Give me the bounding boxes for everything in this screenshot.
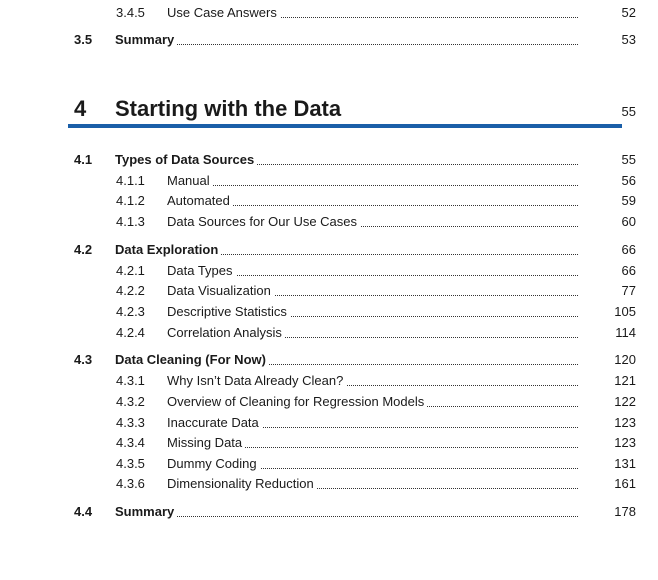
entry-title: Data Cleaning (For Now) — [115, 352, 269, 368]
entry-page: 66 — [621, 242, 636, 257]
toc-entry-4-3-6[interactable] — [0, 474, 658, 492]
entry-title: Overview of Cleaning for Regression Models — [167, 394, 427, 410]
entry-number: 4.2 — [74, 242, 93, 257]
entry-page: 121 — [614, 373, 636, 388]
entry-number: 4.1.3 — [116, 214, 145, 229]
chapter-rule — [68, 124, 622, 128]
entry-page: 123 — [614, 415, 636, 430]
entry-page: 56 — [621, 173, 636, 188]
entry-page: 60 — [621, 214, 636, 229]
entry-page: 120 — [614, 352, 636, 367]
entry-page: 114 — [615, 325, 636, 340]
entry-title: Descriptive Statistics — [167, 304, 290, 320]
entry-page: 52 — [621, 5, 636, 20]
chapter-number: 4 — [74, 96, 87, 121]
entry-title: Inaccurate Data — [167, 415, 262, 431]
entry-title: Summary — [115, 32, 177, 48]
toc-entry-3-5[interactable] — [0, 30, 658, 48]
entry-title: Why Isn’t Data Already Clean? — [167, 373, 346, 389]
entry-page: 105 — [614, 304, 636, 319]
toc-entry-4-1-3[interactable] — [0, 212, 658, 230]
toc-entry-4-3-5[interactable] — [0, 454, 658, 472]
entry-page: 59 — [621, 193, 636, 208]
toc-entry-4-3-2[interactable] — [0, 392, 658, 410]
entry-number: 4.1 — [74, 152, 93, 167]
toc-entry-3-4-5[interactable] — [0, 3, 658, 21]
entry-number: 4.3.3 — [116, 415, 145, 430]
entry-page: 161 — [614, 476, 636, 491]
toc-entry-4-2-4[interactable] — [0, 323, 658, 341]
entry-page: 77 — [621, 283, 636, 298]
dot-leader — [115, 44, 578, 45]
entry-page: 66 — [621, 263, 636, 278]
entry-number: 4.3.4 — [116, 435, 145, 450]
entry-title: Data Sources for Our Use Cases — [167, 214, 360, 230]
chapter-page: 55 — [621, 104, 636, 119]
entry-title: Types of Data Sources — [115, 152, 257, 168]
toc-entry-4-3[interactable] — [0, 350, 658, 368]
entry-number: 4.2.4 — [116, 325, 145, 340]
toc-entry-4-1[interactable] — [0, 150, 658, 168]
entry-title: Data Visualization — [167, 283, 274, 299]
toc-entry-4-3-1[interactable] — [0, 371, 658, 389]
entry-title: Summary — [115, 504, 177, 520]
toc-entry-4-1-1[interactable] — [0, 171, 658, 189]
entry-title: Data Exploration — [115, 242, 221, 258]
entry-number: 4.3 — [74, 352, 93, 367]
entry-title: Manual — [167, 173, 213, 189]
toc-entry-4-2-2[interactable] — [0, 281, 658, 299]
entry-number: 4.4 — [74, 504, 93, 519]
entry-page: 55 — [621, 152, 636, 167]
toc-entry-4-4[interactable] — [0, 502, 658, 520]
entry-page: 122 — [614, 394, 636, 409]
toc-entry-4-3-3[interactable] — [0, 413, 658, 431]
toc-entry-4-2[interactable] — [0, 240, 658, 258]
entry-number: 4.3.1 — [116, 373, 145, 388]
entry-page: 178 — [614, 504, 636, 519]
chapter-title: Starting with the Data — [115, 96, 342, 121]
entry-number: 4.3.2 — [116, 394, 145, 409]
entry-number: 4.1.2 — [116, 193, 145, 208]
entry-title: Automated — [167, 193, 233, 209]
entry-title: Data Types — [167, 263, 236, 279]
entry-title: Use Case Answers — [167, 5, 280, 21]
entry-number: 4.3.6 — [116, 476, 145, 491]
entry-number: 3.5 — [74, 32, 93, 47]
dot-leader — [167, 185, 578, 186]
entry-title: Missing Data — [167, 435, 245, 451]
entry-number: 4.1.1 — [116, 173, 145, 188]
entry-page: 123 — [614, 435, 636, 450]
entry-number: 4.2.2 — [116, 283, 145, 298]
toc-entry-4-1-2[interactable] — [0, 191, 658, 209]
toc-entry-4-3-4[interactable] — [0, 433, 658, 451]
entry-number: 4.3.5 — [116, 456, 145, 471]
toc-entry-4-2-3[interactable] — [0, 302, 658, 320]
dot-leader — [115, 516, 578, 517]
entry-title: Dimensionality Reduction — [167, 476, 317, 492]
toc-entry-4-2-1[interactable] — [0, 261, 658, 279]
entry-number: 3.4.5 — [116, 5, 145, 20]
entry-title: Correlation Analysis — [167, 325, 285, 341]
entry-page: 53 — [621, 32, 636, 47]
entry-number: 4.2.1 — [116, 263, 145, 278]
entry-title: Dummy Coding — [167, 456, 260, 472]
entry-page: 131 — [614, 456, 636, 471]
entry-number: 4.2.3 — [116, 304, 145, 319]
